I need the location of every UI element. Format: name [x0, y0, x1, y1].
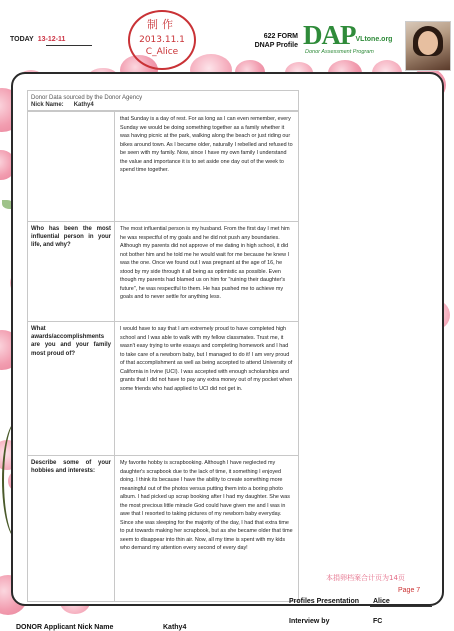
profiles-presentation-label: Profiles Presentation	[289, 598, 360, 605]
question-cell: Who has been the most influential person in your life, and why?	[28, 222, 115, 322]
logo-tagline: Donor Assessment Program	[305, 49, 374, 55]
question-cell: Describe some of your hobbies and interests:	[28, 456, 115, 602]
form-title	[232, 32, 298, 50]
today-label: TODAY	[10, 36, 34, 43]
answer-cell: I would have to say that I am extremely proud to have completed high school and I was able to walk with my fellow classmates. Trust me, it wasn't easy trying to write essays and completing homework and I had to take care of a newborn baby, but I managed to do it! I am very proud of that accomplishment as well as being accepted to attend University of California in Irvine (UCI). I was accepted with enough scholarships and grants that I did not have to pay any extra money out of my pocket when some friends who had applied to UCI did not get in.	[115, 322, 299, 456]
page-header	[0, 0, 454, 70]
donor-photo	[405, 21, 451, 71]
table-row	[28, 456, 298, 602]
answer-cell: The most influential person is my husband. From the first day I met him he was respectful of my goals and he did not push any boundaries. Although my parents did not approve of me dating in high school, it did not bother him and he told me he would wait for me because he knew I was the one. Once we found out I was pregnant at the age of 16, he stood by my side through it all being as optimistic as possible. Even though my parents had blamed us on him for "ruining their daughter's future", he was respectful to them. He has pushed me to achieve my goals and to never settle for anything less.	[115, 222, 299, 322]
logo-main-text: DAP	[303, 20, 356, 50]
red-stamp	[128, 10, 196, 70]
page-count-note: 本捐卵档案合计页为14页	[326, 574, 405, 582]
stamp-line-1: 制作	[147, 18, 177, 31]
today-value: 13-12-11	[37, 36, 66, 43]
question-cell: What awards/accomplishments are you and your family most proud of?	[28, 322, 115, 456]
form-title-line-1: 622 FORM	[263, 33, 298, 40]
source-note: Donor Data sourced by the Donor Agency	[31, 95, 143, 101]
table-row	[28, 322, 298, 456]
table-row	[28, 222, 298, 322]
today-field	[10, 36, 65, 43]
interview-by-value: FC	[373, 618, 383, 625]
today-underline	[46, 45, 92, 46]
stamp-line-3: C_Alice	[145, 47, 179, 57]
page-number: Page 7	[398, 587, 421, 594]
dap-logo	[303, 20, 393, 55]
logo-domain: VLtone.org	[355, 36, 393, 43]
nick-name-row	[28, 101, 298, 111]
answer-cell: that Sunday is a day of rest. For as long as I can even remember, every Sunday we would be doing something together as a family whether it was having picnic at the park, walking along the beach or just riding our bikes around town. As I became older, naturally I rebelled and refused to be seen with my family. Now, since I have my own family I understand the value and importance it is to set aside one day out of the week to spend time together.	[115, 112, 299, 222]
answer-cell: My favorite hobby is scrapbooking. Although I have neglected my daughter's scrapbook due to the lack of time, it something I enjoyed doing. I think its because I have the ability to create something more meaningful out of the photos versus putting them into a boring photo album. I had picked up scrap booking after I had my daughter. She was the most precious little miracle God could have given me and I was in awe that I resorted to taking pictures of my newborn baby everyday. Since she was sleeping for the majority of the day, I had that extra time to put towards making her scrapbook, but as she became older that time seem to disappear into thin air. Now, all my time is spent with my kids who demand my attention every second of every day!	[115, 456, 299, 602]
profiles-presentation-value: Alice	[373, 598, 390, 605]
form-title-line-2: DNAP Profile	[254, 42, 298, 49]
question-cell	[28, 112, 115, 222]
donor-data-panel	[27, 90, 299, 602]
interview-by-label: Interview by	[289, 618, 330, 625]
donor-nick-name-label: DONOR Applicant Nick Name	[16, 624, 114, 631]
table-row	[28, 112, 298, 222]
qa-table	[28, 111, 298, 601]
nick-name-label: Nick Name:	[31, 102, 64, 108]
profiles-underline	[370, 606, 432, 607]
donor-nick-name-value: Kathy4	[163, 624, 187, 631]
nick-name-value: Kathy4	[73, 102, 94, 108]
stamp-line-2: 2013.11.1	[139, 35, 185, 45]
